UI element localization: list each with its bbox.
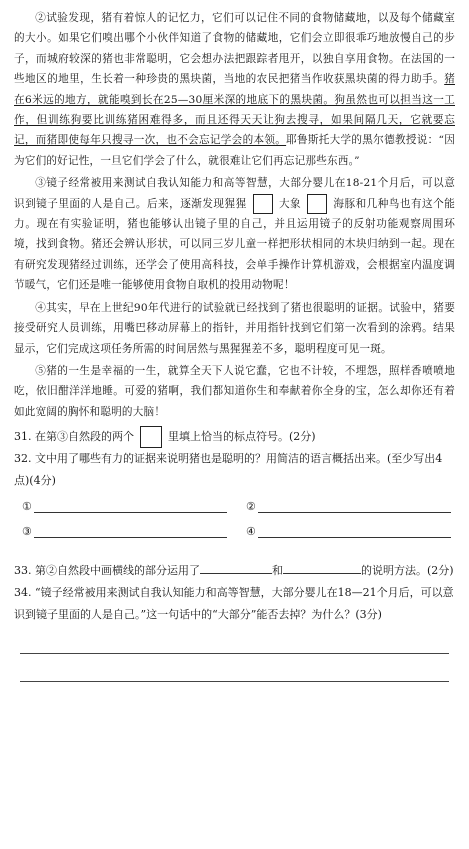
answer-3: [22, 523, 227, 538]
answer-4: [246, 523, 451, 538]
paragraph-3-text-a: ③镜子经常被用来测试自我认知能力和高等智慧，大部分婴儿在18-21个月后，可以意识到镜子里面的人是自己。后来，逐渐发现猩猩: [14, 177, 455, 210]
question-31-text-a: 31. 在第③自然段的两个: [14, 430, 134, 444]
question-32-answer-row-1: [14, 498, 455, 513]
question-31: [14, 426, 455, 448]
answer-2-label: ②: [246, 500, 256, 514]
question-31-box: [140, 426, 162, 448]
question-33: [14, 560, 455, 582]
answer-2: [246, 498, 451, 513]
punctuation-answer-box-1[interactable]: [253, 194, 273, 214]
question-32: 32. 文中用了哪些有力的证据来说明猪也是聪明的？用简洁的语言概括出来。(至少写出4点)(4分): [14, 452, 443, 488]
answer-1-line[interactable]: [34, 498, 227, 513]
answer-3-label: ③: [22, 525, 32, 539]
punctuation-answer-box-2[interactable]: [307, 194, 327, 214]
question-31-text-b: 里填上恰当的标点符号。(2分): [168, 430, 316, 444]
question-33-text-a: 33. 第②自然段中画横线的部分运用了: [14, 564, 200, 578]
answer-4-label: ④: [246, 525, 256, 539]
answer-1-label: ①: [22, 500, 32, 514]
paragraph-5: ⑤猪的一生是幸福的一生，就算全天下人说它蠢，它也不计较，不埋怨，照样香喷喷地吃，依旧酣洋洋地睡。可爱的猪啊，我们都知道你生和奉献着你全身的宝，怎么却你还有着如此宽阔的胸怀和聪明的大脑！: [14, 364, 455, 418]
question-34: 34. “镜子经常被用来测试自我认知能力和高等智慧，大部分婴儿在18—21个月后，可以意识到镜子里面的人是自己。”这一句话中的“大部分”能否去掉？为什么？(3分): [14, 586, 454, 622]
question-34-answer-line-2[interactable]: [20, 680, 449, 682]
question-33-blank-2[interactable]: [283, 561, 361, 574]
question-34-answer-line-1[interactable]: [20, 652, 449, 654]
paragraph-2-underlined-text: 猪在6米远的地方，就能嗅到长在25—30厘米深的地底下的黑块菌。狗虽然也可以担当这一工作，但训练狗要比训练猪困难得多，而且还得天天让狗去搜寻，如果间隔几天，它就要忘记，而猪即使每年只搜寻一次，也不会忘记学会的本领。: [14, 73, 455, 147]
paragraph-3: [14, 173, 455, 295]
paragraph-2: [14, 8, 455, 171]
answer-2-line[interactable]: [258, 498, 451, 513]
paragraph-4: ④其实，早在上世纪90年代进行的试验就已经找到了猪也很聪明的证据。试验中，猪要接受研究人员训练，用嘴巴移动屏幕上的指针，并用指针找到它们第一次看到的涂鸦。结果显示，它们完成这项任务所需的时间居然与黑猩猩差不多，聪明程度可见一斑。: [14, 301, 455, 355]
question-32-answer-row-2: [14, 523, 455, 538]
answer-3-line[interactable]: [34, 523, 227, 538]
question-33-blank-1[interactable]: [200, 561, 272, 574]
question-33-text-b: 和: [272, 564, 283, 578]
paragraph-3-text-c: 海豚和几种鸟也有这个能力。现在有实验证明，猪也能够认出镜子里的自己，并且运用镜子的反射功能观察周围环境，找到食物。猪还会辨认形状，可以同三岁儿童一样把形状相同的木块归纳到一起。现在有研究发现猪经过训练，还学会了使用高科技，会单手操作计算机游戏，会根据室内温度调节暖气，它们还是唯一能够使用食物自取机的投用动物呢！: [14, 197, 455, 292]
paragraph-2-text: ②试验发现，猪有着惊人的记忆力，它们可以记住不同的食物储藏地，以及每个储藏室的大小。如果它们嗅出哪个小伙伴知道了食物的储藏地，它们会立即很乖巧地放慢自己的步子，而城府较深的猪也非常聪明，它会想办法把跟踪者甩开，以独自享用食物。在法国的一些地区的地里，生长着一种珍贵的黑块菌，当地的农民把猪当作收获黑块菌的得力助手。: [14, 12, 455, 86]
answer-4-line[interactable]: [258, 523, 451, 538]
paragraph-2-quote: 耶鲁斯托大学的黑尔德教授说：“因为它们的好记性，一旦它们学会了什么，就很难让它们再忘记那些东西。”: [14, 134, 455, 167]
answer-1: [22, 498, 227, 513]
question-33-text-c: 的说明方法。(2分): [361, 564, 454, 578]
paragraph-3-text-b: 大象: [278, 197, 302, 210]
